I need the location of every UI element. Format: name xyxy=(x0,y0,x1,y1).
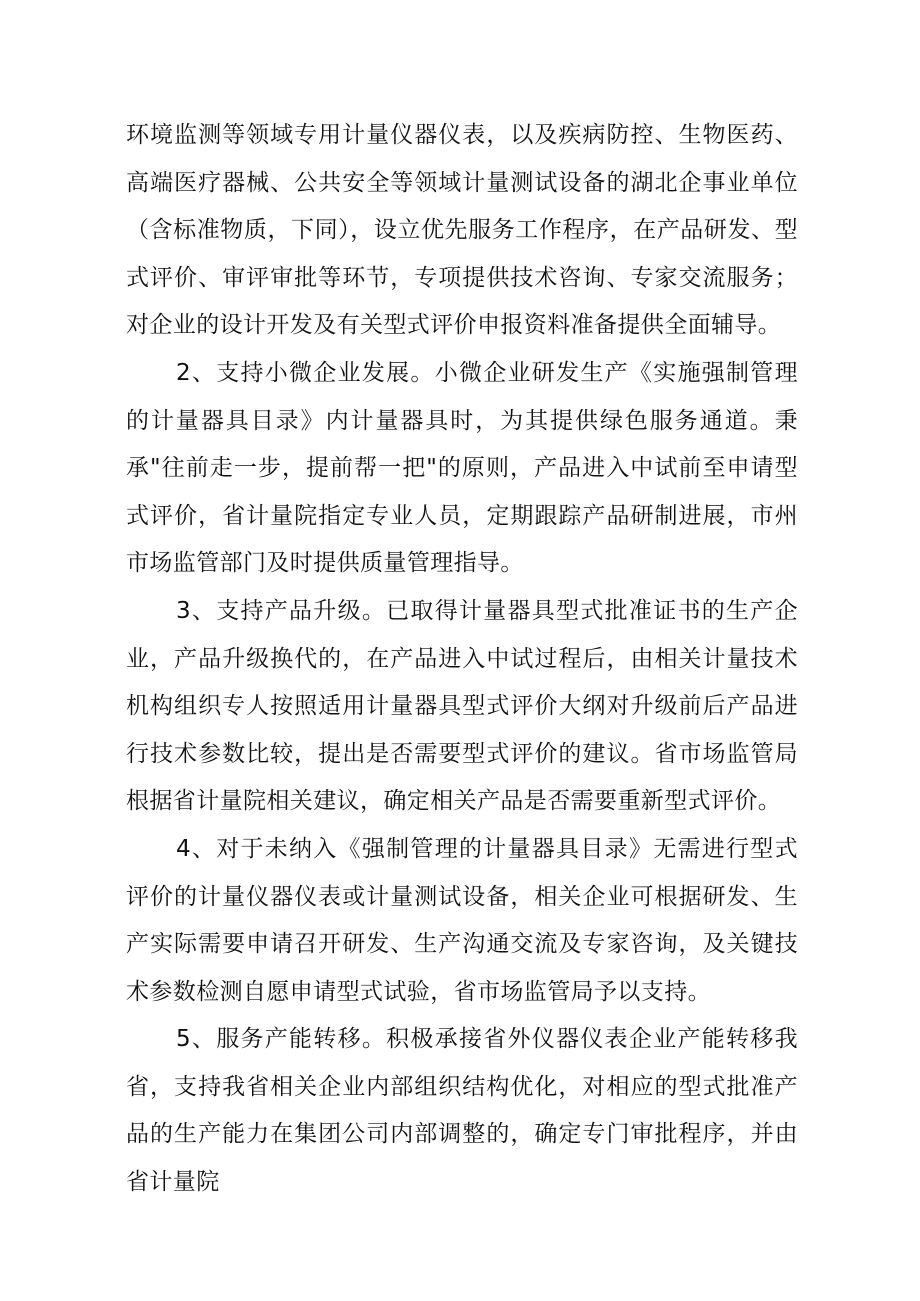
paragraph-support-small-micro-enterprises: 2、支持小微企业发展。小微企业研发生产《实施强制管理的计量器具目录》内计量器具时，为其提供绿色服务通道。秉承"往前走一步，提前帮一把"的原则，产品进入中试前至申请型式评价，省计量院指定专业人员，定期跟踪产品研制进展，市州市场监管部门及时提供质量管理指导。 xyxy=(126,359,798,577)
body-text xyxy=(126,112,798,1207)
paragraph-continuation: 环境监测等领域专用计量仪器仪表，以及疾病防控、生物医药、高端医疗器械、公共安全等领域计量测试设备的湖北企事业单位（含标准物质，下同），设立优先服务工作程序，在产品研发、型式评价、审评审批等环节，专项提供技术咨询、专家交流服务；对企业的设计开发及有关型式评价申报资料准备提供全面辅导。 xyxy=(126,122,798,339)
paragraph-capacity-transfer: 5、服务产能转移。积极承接省外仪器仪表企业产能转移我省，支持我省相关企业内部组织结构优化，对相应的型式批准产品的生产能力在集团公司内部调整的，确定专门审批程序，并由省计量院 xyxy=(126,1026,798,1196)
paragraph-non-mandatory-instruments: 4、对于未纳入《强制管理的计量器具目录》无需进行型式评价的计量仪器仪表或计量测试设备，相关企业可根据研发、生产实际需要申请召开研发、生产沟通交流及专家咨询，及关键技术参数检测自愿申请型式试验，省市场监管局予以支持。 xyxy=(126,835,798,1005)
paragraph-support-product-upgrade: 3、支持产品升级。已取得计量器具型式批准证书的生产企业，产品升级换代的，在产品进入中试过程后，由相关计量技术机构组织专人按照适用计量器具型式评价大纲对升级前后产品进行技术参数比较，提出是否需要型式评价的建议。省市场监管局根据省计量院相关建议，确定相关产品是否需要重新型式评价。 xyxy=(126,597,798,815)
